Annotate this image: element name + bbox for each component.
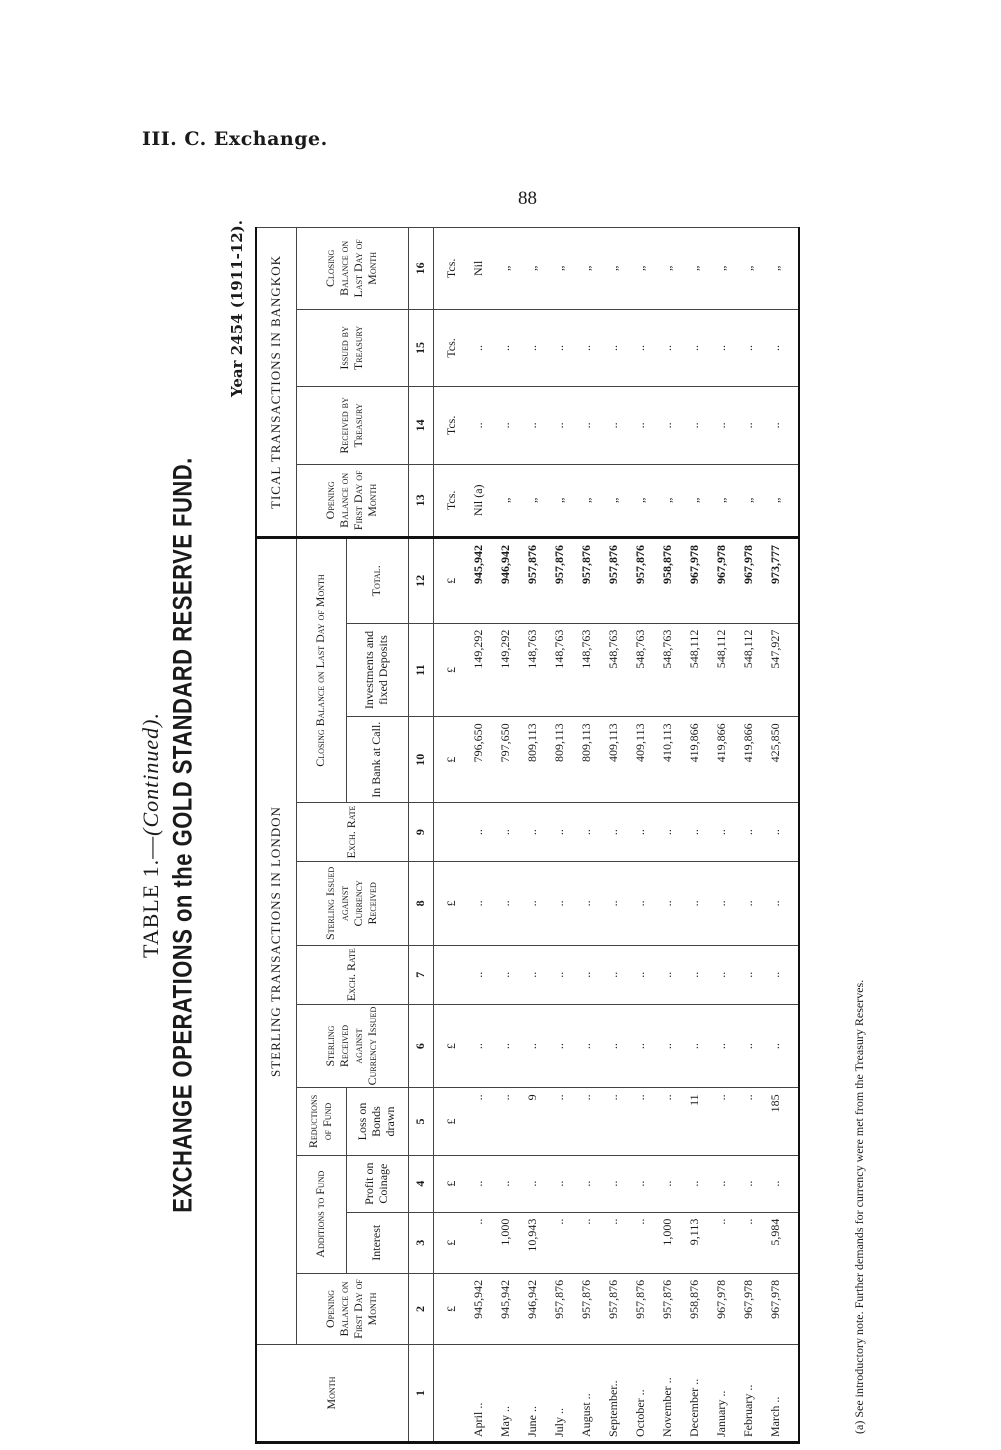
cell-c2: 967,978: [763, 1273, 790, 1344]
cell-c8: ..: [628, 862, 655, 946]
table-row: [655, 228, 682, 1443]
cell-c12: 957,876: [601, 538, 628, 624]
cell-c2: 946,942: [520, 1273, 547, 1344]
cell-c11: 149,292: [466, 623, 493, 717]
opening-balance-header: Opening Balance on First Day of Month: [296, 1273, 408, 1344]
cell-c14: ..: [763, 387, 790, 464]
column-number: 16: [408, 228, 433, 310]
cell-c12: 945,942: [466, 538, 493, 624]
unit-cell: Tcs.: [433, 464, 466, 537]
unit-cell: £: [433, 862, 466, 946]
cell-c12: 967,978: [736, 538, 763, 624]
cell-c2: 957,876: [547, 1273, 574, 1344]
table-bottom-padding: [790, 228, 799, 1443]
cell-c7: ..: [736, 945, 763, 1004]
cell-c8: ..: [601, 862, 628, 946]
cell-c9: ..: [682, 803, 709, 862]
cell-c9: ..: [655, 803, 682, 862]
cell-c3: ..: [709, 1212, 736, 1273]
cell-c10: 796,650: [466, 717, 493, 803]
cell-c6: ..: [466, 1004, 493, 1088]
cell-c14: ..: [547, 387, 574, 464]
cell-c14: ..: [601, 387, 628, 464]
cell-c9: ..: [493, 803, 520, 862]
cell-c15: ..: [466, 309, 493, 386]
table-row: [547, 228, 574, 1443]
cell-c3: ..: [736, 1212, 763, 1273]
cell-c7: ..: [493, 945, 520, 1004]
unit-cell: [433, 803, 466, 862]
cell-c12: 973,777: [763, 538, 790, 624]
cell-c16: „: [763, 228, 790, 310]
cell-c2: 967,978: [736, 1273, 763, 1344]
column-number: 10: [408, 717, 433, 803]
cell-c12: 967,978: [709, 538, 736, 624]
cell-c10: 410,113: [655, 717, 682, 803]
cell-c15: ..: [682, 309, 709, 386]
cell-c14: ..: [655, 387, 682, 464]
cell-c4: ..: [655, 1155, 682, 1212]
table-row: [709, 228, 736, 1443]
cell-c11: 547,927: [763, 623, 790, 717]
cell-c13: „: [574, 464, 601, 537]
padding-cell: [790, 309, 799, 386]
cell-c7: ..: [520, 945, 547, 1004]
cell-c5: 11: [682, 1088, 709, 1155]
cell-c16: „: [709, 228, 736, 310]
cell-c3: 9,113: [682, 1212, 709, 1273]
exch-rate-header-2: Exch. Rate: [296, 803, 408, 862]
month-cell: December ..: [682, 1345, 709, 1443]
cell-c9: ..: [763, 803, 790, 862]
cell-c9: ..: [466, 803, 493, 862]
column-number: 15: [408, 309, 433, 386]
table-row: [466, 228, 493, 1443]
cell-c5: ..: [601, 1088, 628, 1155]
cell-c16: „: [655, 228, 682, 310]
cell-c7: ..: [709, 945, 736, 1004]
table-row: [628, 228, 655, 1443]
padding-cell: [790, 717, 799, 803]
cell-c5: ..: [655, 1088, 682, 1155]
cell-c15: ..: [763, 309, 790, 386]
cell-c7: ..: [763, 945, 790, 1004]
cell-c10: 419,866: [682, 717, 709, 803]
cell-c12: 957,876: [628, 538, 655, 624]
cell-c5: ..: [493, 1088, 520, 1155]
cell-c14: ..: [574, 387, 601, 464]
in-bank-header: In Bank at Call.: [346, 717, 408, 803]
cell-c3: 1,000: [655, 1212, 682, 1273]
cell-c13: „: [763, 464, 790, 537]
cell-c6: ..: [547, 1004, 574, 1088]
cell-c6: ..: [655, 1004, 682, 1088]
cell-c11: 148,763: [547, 623, 574, 717]
cell-c12: 957,876: [547, 538, 574, 624]
cell-c15: ..: [655, 309, 682, 386]
cell-c8: ..: [709, 862, 736, 946]
cell-c6: ..: [493, 1004, 520, 1088]
cell-c4: ..: [466, 1155, 493, 1212]
cell-c4: ..: [709, 1155, 736, 1212]
padding-cell: [790, 623, 799, 717]
padding-cell: [790, 803, 799, 862]
cell-c10: 409,113: [601, 717, 628, 803]
padding-cell: [790, 387, 799, 464]
cell-c5: ..: [628, 1088, 655, 1155]
page-number: 88: [518, 188, 537, 209]
padding-cell: [790, 1212, 799, 1273]
padding-cell: [790, 945, 799, 1004]
cell-c14: ..: [466, 387, 493, 464]
cell-c15: ..: [520, 309, 547, 386]
cell-c3: ..: [574, 1212, 601, 1273]
month-cell: September..: [601, 1345, 628, 1443]
cell-c15: ..: [709, 309, 736, 386]
cell-c16: „: [601, 228, 628, 310]
cell-c5: ..: [709, 1088, 736, 1155]
cell-c3: ..: [547, 1212, 574, 1273]
cell-c9: ..: [574, 803, 601, 862]
cell-c2: 945,942: [493, 1273, 520, 1344]
cell-c5: ..: [736, 1088, 763, 1155]
investments-header: Investments and fixed Deposits: [346, 623, 408, 717]
cell-c13: „: [682, 464, 709, 537]
cell-c10: 425,850: [763, 717, 790, 803]
cell-c8: ..: [520, 862, 547, 946]
cell-c12: 958,876: [655, 538, 682, 624]
cell-c8: ..: [574, 862, 601, 946]
cell-c14: ..: [520, 387, 547, 464]
padding-cell: [790, 228, 799, 310]
table-row: [736, 228, 763, 1443]
cell-c12: 957,876: [520, 538, 547, 624]
cell-c16: „: [736, 228, 763, 310]
cell-c11: 548,112: [709, 623, 736, 717]
cell-c7: ..: [466, 945, 493, 1004]
cell-c6: ..: [628, 1004, 655, 1088]
cell-c9: ..: [628, 803, 655, 862]
cell-c16: „: [574, 228, 601, 310]
cell-c13: „: [736, 464, 763, 537]
cell-c4: ..: [574, 1155, 601, 1212]
month-cell: June ..: [520, 1345, 547, 1443]
cell-c10: 809,113: [547, 717, 574, 803]
loss-header: Loss on Bonds drawn: [346, 1088, 408, 1155]
cell-c16: „: [628, 228, 655, 310]
reductions-header: Reductions of Fund: [296, 1088, 346, 1155]
cell-c2: 957,876: [601, 1273, 628, 1344]
cell-c9: ..: [520, 803, 547, 862]
table-body: [433, 228, 799, 1443]
cell-c5: ..: [574, 1088, 601, 1155]
column-number: 8: [408, 862, 433, 946]
cell-c14: ..: [736, 387, 763, 464]
cell-c7: ..: [574, 945, 601, 1004]
cell-c4: ..: [493, 1155, 520, 1212]
cell-c13: „: [601, 464, 628, 537]
cell-c13: „: [520, 464, 547, 537]
cell-c12: 967,978: [682, 538, 709, 624]
sterling-received-header: Sterling Received against Currency Issued: [296, 1004, 408, 1088]
cell-c13: „: [709, 464, 736, 537]
cell-c13: „: [493, 464, 520, 537]
column-number: 14: [408, 387, 433, 464]
cell-c16: „: [682, 228, 709, 310]
issued-treasury-header: Issued by Treasury: [296, 309, 408, 386]
cell-c6: ..: [682, 1004, 709, 1088]
month-cell: April ..: [466, 1345, 493, 1443]
cell-c11: 548,112: [682, 623, 709, 717]
table-year: Year 2454 (1911-12).: [228, 220, 246, 398]
cell-c9: ..: [736, 803, 763, 862]
cell-c8: ..: [655, 862, 682, 946]
rotated-table-page: [120, 220, 890, 1450]
cell-c4: ..: [601, 1155, 628, 1212]
cell-c6: ..: [763, 1004, 790, 1088]
tical-opening-header: Opening Balance on First Day of Month: [296, 464, 408, 537]
table-row: [682, 228, 709, 1443]
cell-c5: 9: [520, 1088, 547, 1155]
month-header: Month: [256, 1345, 408, 1443]
profit-header: Profit on Coinage: [346, 1155, 408, 1212]
cell-c11: 548,763: [628, 623, 655, 717]
cell-c15: ..: [628, 309, 655, 386]
column-number-row: [408, 228, 433, 1443]
cell-c4: ..: [628, 1155, 655, 1212]
cell-c8: ..: [547, 862, 574, 946]
cell-c3: 5,984: [763, 1212, 790, 1273]
cell-c7: ..: [655, 945, 682, 1004]
exch-rate-header-1: Exch. Rate: [296, 945, 408, 1004]
unit-cell: Tcs.: [433, 309, 466, 386]
unit-cell: £: [433, 1088, 466, 1155]
cell-c2: 958,876: [682, 1273, 709, 1344]
received-treasury-header: Received by Treasury: [296, 387, 408, 464]
sterling-issued-header: Sterling Issued against Currency Received: [296, 862, 408, 946]
cell-c4: ..: [736, 1155, 763, 1212]
cell-c3: 10,943: [520, 1212, 547, 1273]
month-cell: August ..: [574, 1345, 601, 1443]
cell-c10: 809,113: [520, 717, 547, 803]
column-number: 3: [408, 1212, 433, 1273]
cell-c16: „: [493, 228, 520, 310]
cell-c3: ..: [601, 1212, 628, 1273]
cell-c13: „: [547, 464, 574, 537]
unit-cell: Tcs.: [433, 228, 466, 310]
unit-cell: £: [433, 717, 466, 803]
table-row: [493, 228, 520, 1443]
cell-c16: „: [520, 228, 547, 310]
sterling-group-header: STERLING TRANSACTIONS IN LONDON: [256, 538, 296, 1345]
cell-c13: „: [655, 464, 682, 537]
cell-c5: 185: [763, 1088, 790, 1155]
unit-cell: £: [433, 623, 466, 717]
cell-c2: 957,876: [628, 1273, 655, 1344]
exchange-operations-table: [255, 227, 800, 1444]
cell-c16: „: [547, 228, 574, 310]
cell-c11: 148,763: [574, 623, 601, 717]
cell-c15: ..: [736, 309, 763, 386]
cell-c2: 957,876: [655, 1273, 682, 1344]
month-cell: January ..: [709, 1345, 736, 1443]
padding-cell: [790, 1273, 799, 1344]
cell-c3: ..: [466, 1212, 493, 1273]
cell-c6: ..: [736, 1004, 763, 1088]
cell-c7: ..: [682, 945, 709, 1004]
padding-cell: [790, 464, 799, 537]
table-row: [601, 228, 628, 1443]
cell-c14: ..: [628, 387, 655, 464]
padding-cell: [790, 1345, 799, 1443]
cell-c15: ..: [601, 309, 628, 386]
cell-c13: Nil (a): [466, 464, 493, 537]
month-cell: May ..: [493, 1345, 520, 1443]
cell-c7: ..: [547, 945, 574, 1004]
footnote: (a) See introductory note. Further demands for currency were met from the Treasury Reserves.: [852, 979, 866, 1434]
month-cell: October ..: [628, 1345, 655, 1443]
column-number: 1: [408, 1345, 433, 1443]
padding-cell: [790, 1155, 799, 1212]
unit-cell: [433, 945, 466, 1004]
cell-c8: ..: [466, 862, 493, 946]
cell-c10: 419,866: [736, 717, 763, 803]
cell-c6: ..: [601, 1004, 628, 1088]
cell-c15: ..: [547, 309, 574, 386]
cell-c4: ..: [547, 1155, 574, 1212]
unit-cell: Tcs.: [433, 387, 466, 464]
padding-cell: [790, 538, 799, 624]
total-header: Total.: [346, 538, 408, 624]
column-number: 12: [408, 538, 433, 624]
units-row: [433, 228, 466, 1443]
month-cell: July ..: [547, 1345, 574, 1443]
cell-c11: 148,763: [520, 623, 547, 717]
cell-c8: ..: [493, 862, 520, 946]
cell-c4: ..: [682, 1155, 709, 1212]
cell-c2: 957,876: [574, 1273, 601, 1344]
table-title-italic: (Continued).: [138, 712, 163, 836]
cell-c12: 946,942: [493, 538, 520, 624]
cell-c10: 797,650: [493, 717, 520, 803]
column-number: 7: [408, 945, 433, 1004]
cell-c8: ..: [682, 862, 709, 946]
cell-c10: 409,113: [628, 717, 655, 803]
column-number: 6: [408, 1004, 433, 1088]
unit-cell: £: [433, 1273, 466, 1344]
cell-c10: 419,866: [709, 717, 736, 803]
cell-c7: ..: [601, 945, 628, 1004]
table-subtitle: EXCHANGE OPERATIONS on the GOLD STANDARD RESERVE FUND.: [167, 457, 198, 1213]
cell-c5: ..: [547, 1088, 574, 1155]
closing-balance-group-header: Closing Balance on Last Day of Month: [296, 538, 346, 803]
tical-closing-header: Closing Balance on Last Day of Month: [296, 228, 408, 310]
table-row: [520, 228, 547, 1443]
cell-c11: 548,763: [655, 623, 682, 717]
unit-cell: £: [433, 1004, 466, 1088]
padding-cell: [790, 1088, 799, 1155]
cell-c11: 149,292: [493, 623, 520, 717]
table-title: [138, 220, 164, 1450]
cell-c6: ..: [574, 1004, 601, 1088]
cell-c4: ..: [763, 1155, 790, 1212]
cell-c2: 945,942: [466, 1273, 493, 1344]
cell-c15: ..: [493, 309, 520, 386]
month-cell: February ..: [736, 1345, 763, 1443]
cell-c11: 548,112: [736, 623, 763, 717]
month-cell: November ..: [655, 1345, 682, 1443]
cell-c12: 957,876: [574, 538, 601, 624]
cell-c14: ..: [682, 387, 709, 464]
unit-cell: £: [433, 1212, 466, 1273]
padding-cell: [790, 862, 799, 946]
table-row: [763, 228, 790, 1443]
cell-c10: 809,113: [574, 717, 601, 803]
cell-c16: Nil: [466, 228, 493, 310]
cell-c8: ..: [763, 862, 790, 946]
cell-c9: ..: [709, 803, 736, 862]
column-number: 2: [408, 1273, 433, 1344]
unit-cell: [433, 1345, 466, 1443]
cell-c7: ..: [628, 945, 655, 1004]
cell-c13: „: [628, 464, 655, 537]
cell-c4: ..: [520, 1155, 547, 1212]
table-title-main: TABLE 1.—: [138, 835, 163, 958]
cell-c9: ..: [547, 803, 574, 862]
column-number: 9: [408, 803, 433, 862]
cell-c9: ..: [601, 803, 628, 862]
interest-header: Interest: [346, 1212, 408, 1273]
cell-c14: ..: [493, 387, 520, 464]
cell-c11: 548,763: [601, 623, 628, 717]
tical-group-header: TICAL TRANSACTIONS IN BANGKOK: [256, 228, 296, 538]
cell-c15: ..: [574, 309, 601, 386]
additions-header: Additions to Fund: [296, 1155, 346, 1273]
cell-c3: 1,000: [493, 1212, 520, 1273]
cell-c2: 967,978: [709, 1273, 736, 1344]
column-number: 13: [408, 464, 433, 537]
padding-cell: [790, 1004, 799, 1088]
cell-c8: ..: [736, 862, 763, 946]
cell-c5: ..: [466, 1088, 493, 1155]
section-heading: III. C. Exchange.: [142, 128, 328, 150]
unit-cell: £: [433, 1155, 466, 1212]
cell-c6: ..: [709, 1004, 736, 1088]
table-row: [574, 228, 601, 1443]
cell-c3: ..: [628, 1212, 655, 1273]
cell-c14: ..: [709, 387, 736, 464]
column-number: 4: [408, 1155, 433, 1212]
month-cell: March ..: [763, 1345, 790, 1443]
cell-c6: ..: [520, 1004, 547, 1088]
unit-cell: £: [433, 538, 466, 624]
column-number: 11: [408, 623, 433, 717]
column-number: 5: [408, 1088, 433, 1155]
